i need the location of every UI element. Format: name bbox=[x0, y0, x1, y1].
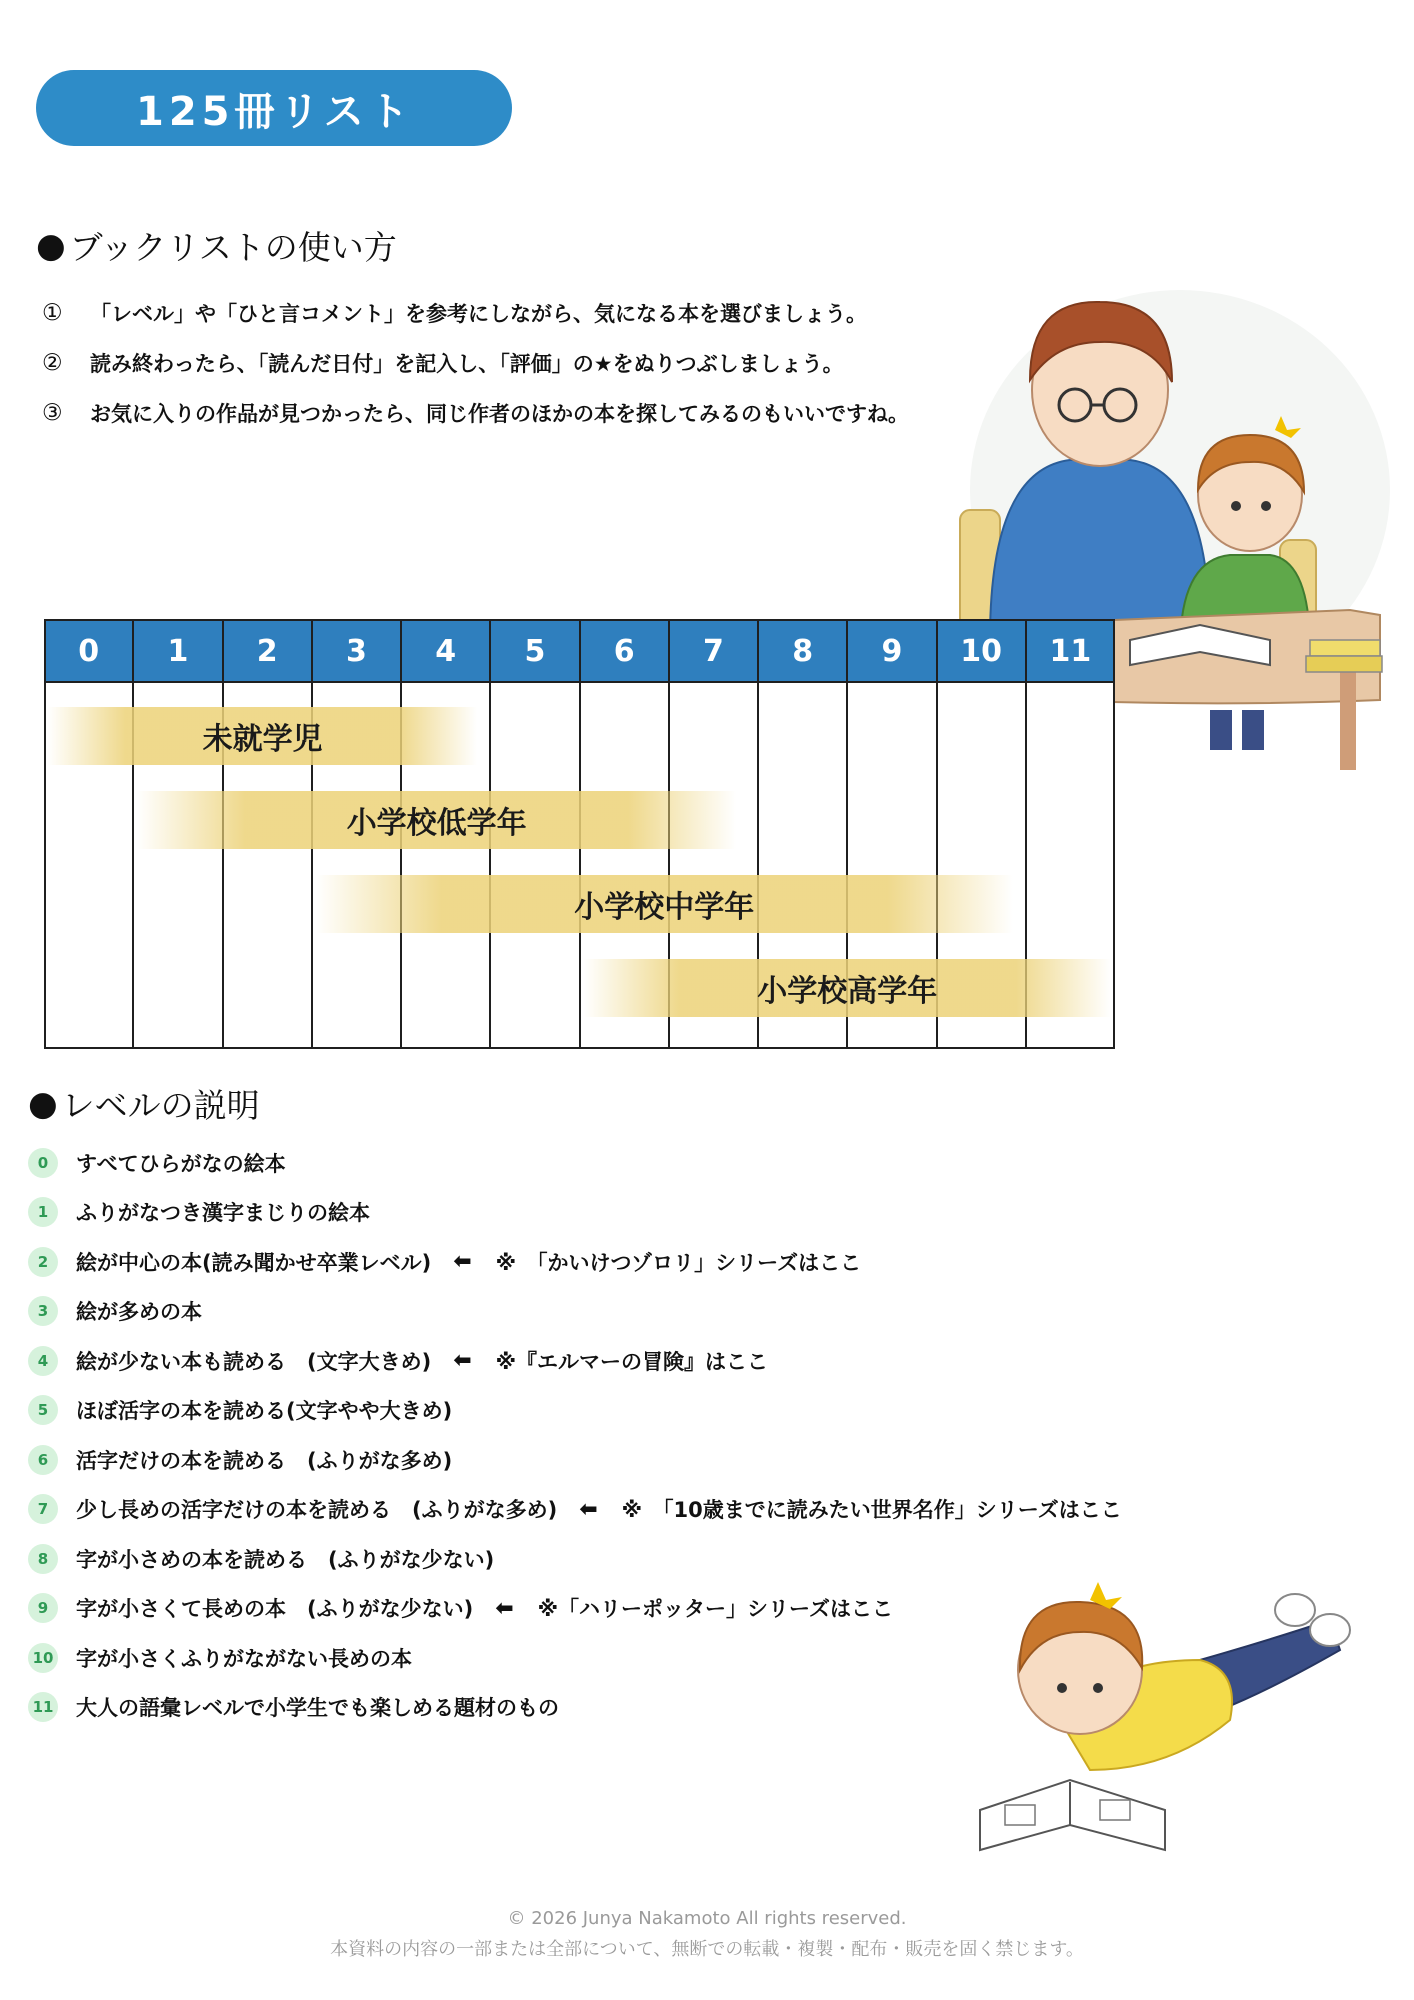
level-item bbox=[28, 1485, 1122, 1535]
usage-item bbox=[42, 338, 909, 388]
level-item bbox=[28, 1534, 1122, 1584]
usage-notice: 本資料の内容の一部または全部について、無断での転載・複製・配布・販売を固く禁じます。 bbox=[330, 1939, 1084, 1960]
age-band: 小学校中学年 bbox=[316, 875, 1013, 933]
level-badge: 8 bbox=[28, 1544, 58, 1574]
age-band: 未就学児 bbox=[48, 707, 477, 765]
level-description: 絵が多めの本 bbox=[76, 1300, 202, 1325]
level-badge: 11 bbox=[28, 1692, 58, 1722]
timeline-column-number: 10 bbox=[960, 633, 1002, 669]
level-note: ※『エルマーの冒険』はここ bbox=[495, 1349, 769, 1374]
bullet-icon: ● bbox=[36, 225, 66, 266]
timeline-column-number: 8 bbox=[792, 633, 814, 669]
level-description: 絵が少ない本も読める (文字大きめ) bbox=[76, 1349, 432, 1374]
usage-heading-text: ブックリストの使い方 bbox=[69, 228, 397, 267]
level-badge: 6 bbox=[28, 1445, 58, 1475]
copyright: © 2026 Junya Nakamoto All rights reserved. bbox=[507, 1908, 907, 1929]
level-note: ※「ハリーポッター」シリーズはここ bbox=[537, 1597, 894, 1622]
page-title-pill bbox=[36, 70, 512, 146]
timeline-column-divider bbox=[132, 619, 134, 1049]
usage-list bbox=[42, 288, 909, 438]
level-description: ほぼ活字の本を読める(文字やや大きめ) bbox=[76, 1399, 453, 1424]
timeline-column-number: 5 bbox=[524, 633, 546, 669]
level-badge: 1 bbox=[28, 1197, 58, 1227]
level-description: すべてひらがなの絵本 bbox=[76, 1151, 286, 1176]
usage-item-text: 読み終わったら、「読んだ日付」を記入し、「評価」の★をぬりつぶしましょう。 bbox=[90, 352, 844, 376]
level-description: 字が小さくふりがながない長めの本 bbox=[76, 1646, 412, 1671]
level-item bbox=[28, 1138, 1122, 1188]
usage-item bbox=[42, 388, 909, 438]
level-note: ※ 「10歳までに読みたい世界名作」シリーズはここ bbox=[621, 1498, 1122, 1523]
left-arrow-icon: ⬅ bbox=[579, 1496, 598, 1522]
timeline-column-number: 0 bbox=[78, 633, 100, 669]
usage-item-text: お気に入りの作品が見つかったら、同じ作者のほかの本を探してみるのもいいですね。 bbox=[90, 402, 909, 426]
level-description: 少し長めの活字だけの本を読める (ふりがな多め) bbox=[76, 1498, 558, 1523]
child-lying-reading-illustration bbox=[970, 1520, 1370, 1880]
level-item bbox=[28, 1683, 1122, 1733]
timeline-column-number: 7 bbox=[702, 633, 724, 669]
timeline-column-number: 2 bbox=[256, 633, 278, 669]
level-item bbox=[28, 1633, 1122, 1683]
age-band: 小学校高学年 bbox=[584, 959, 1112, 1017]
level-description: 大人の語彙レベルで小学生でも楽しめる題材のもの bbox=[76, 1696, 559, 1721]
usage-item-text: 「レベル」や「ひと言コメント」を参考にしながら、気になる本を選びましょう。 bbox=[90, 302, 867, 326]
level-badge: 4 bbox=[28, 1346, 58, 1376]
level-list bbox=[28, 1138, 1122, 1732]
usage-item-number: ② bbox=[42, 350, 63, 376]
level-badge: 0 bbox=[28, 1148, 58, 1178]
timeline-column-number: 9 bbox=[881, 633, 903, 669]
level-description: 字が小さめの本を読める (ふりがな少ない) bbox=[76, 1547, 495, 1572]
usage-item bbox=[42, 288, 909, 338]
left-arrow-icon: ⬅ bbox=[495, 1595, 514, 1621]
age-level-timeline bbox=[44, 619, 1115, 1049]
left-arrow-icon: ⬅ bbox=[453, 1348, 472, 1374]
level-description: ふりがなつき漢字まじりの絵本 bbox=[76, 1201, 370, 1226]
page-title: 125冊リスト bbox=[136, 88, 414, 135]
level-item bbox=[28, 1584, 1122, 1634]
level-item bbox=[28, 1287, 1122, 1337]
levels-heading-text: レベルの説明 bbox=[61, 1086, 260, 1125]
level-badge: 9 bbox=[28, 1593, 58, 1623]
age-band: 小学校低学年 bbox=[137, 791, 736, 849]
level-badge: 5 bbox=[28, 1395, 58, 1425]
usage-heading bbox=[36, 222, 397, 269]
left-arrow-icon: ⬅ bbox=[453, 1249, 472, 1275]
bullet-icon: ● bbox=[28, 1083, 58, 1124]
level-note: ※ 「かいけつゾロリ」シリーズはここ bbox=[495, 1250, 862, 1275]
level-badge: 3 bbox=[28, 1296, 58, 1326]
timeline-column-number: 1 bbox=[167, 633, 189, 669]
level-item bbox=[28, 1386, 1122, 1436]
usage-item-number: ① bbox=[42, 300, 63, 326]
timeline-column-number: 11 bbox=[1049, 633, 1092, 669]
timeline-column-number: 4 bbox=[435, 633, 457, 669]
level-item bbox=[28, 1237, 1122, 1287]
level-item bbox=[28, 1336, 1122, 1386]
usage-item-number: ③ bbox=[42, 400, 63, 426]
level-item bbox=[28, 1188, 1122, 1238]
level-item bbox=[28, 1435, 1122, 1485]
timeline-column-number: 6 bbox=[613, 633, 635, 669]
level-description: 絵が中心の本(読み聞かせ卒業レベル) bbox=[76, 1250, 432, 1275]
level-badge: 10 bbox=[28, 1643, 58, 1673]
timeline-column-number: 3 bbox=[345, 633, 367, 669]
levels-heading bbox=[28, 1080, 260, 1127]
level-badge: 7 bbox=[28, 1494, 58, 1524]
level-description: 字が小さくて長めの本 (ふりがな少ない) bbox=[76, 1597, 474, 1622]
level-badge: 2 bbox=[28, 1247, 58, 1277]
level-description: 活字だけの本を読める (ふりがな多め) bbox=[76, 1448, 453, 1473]
